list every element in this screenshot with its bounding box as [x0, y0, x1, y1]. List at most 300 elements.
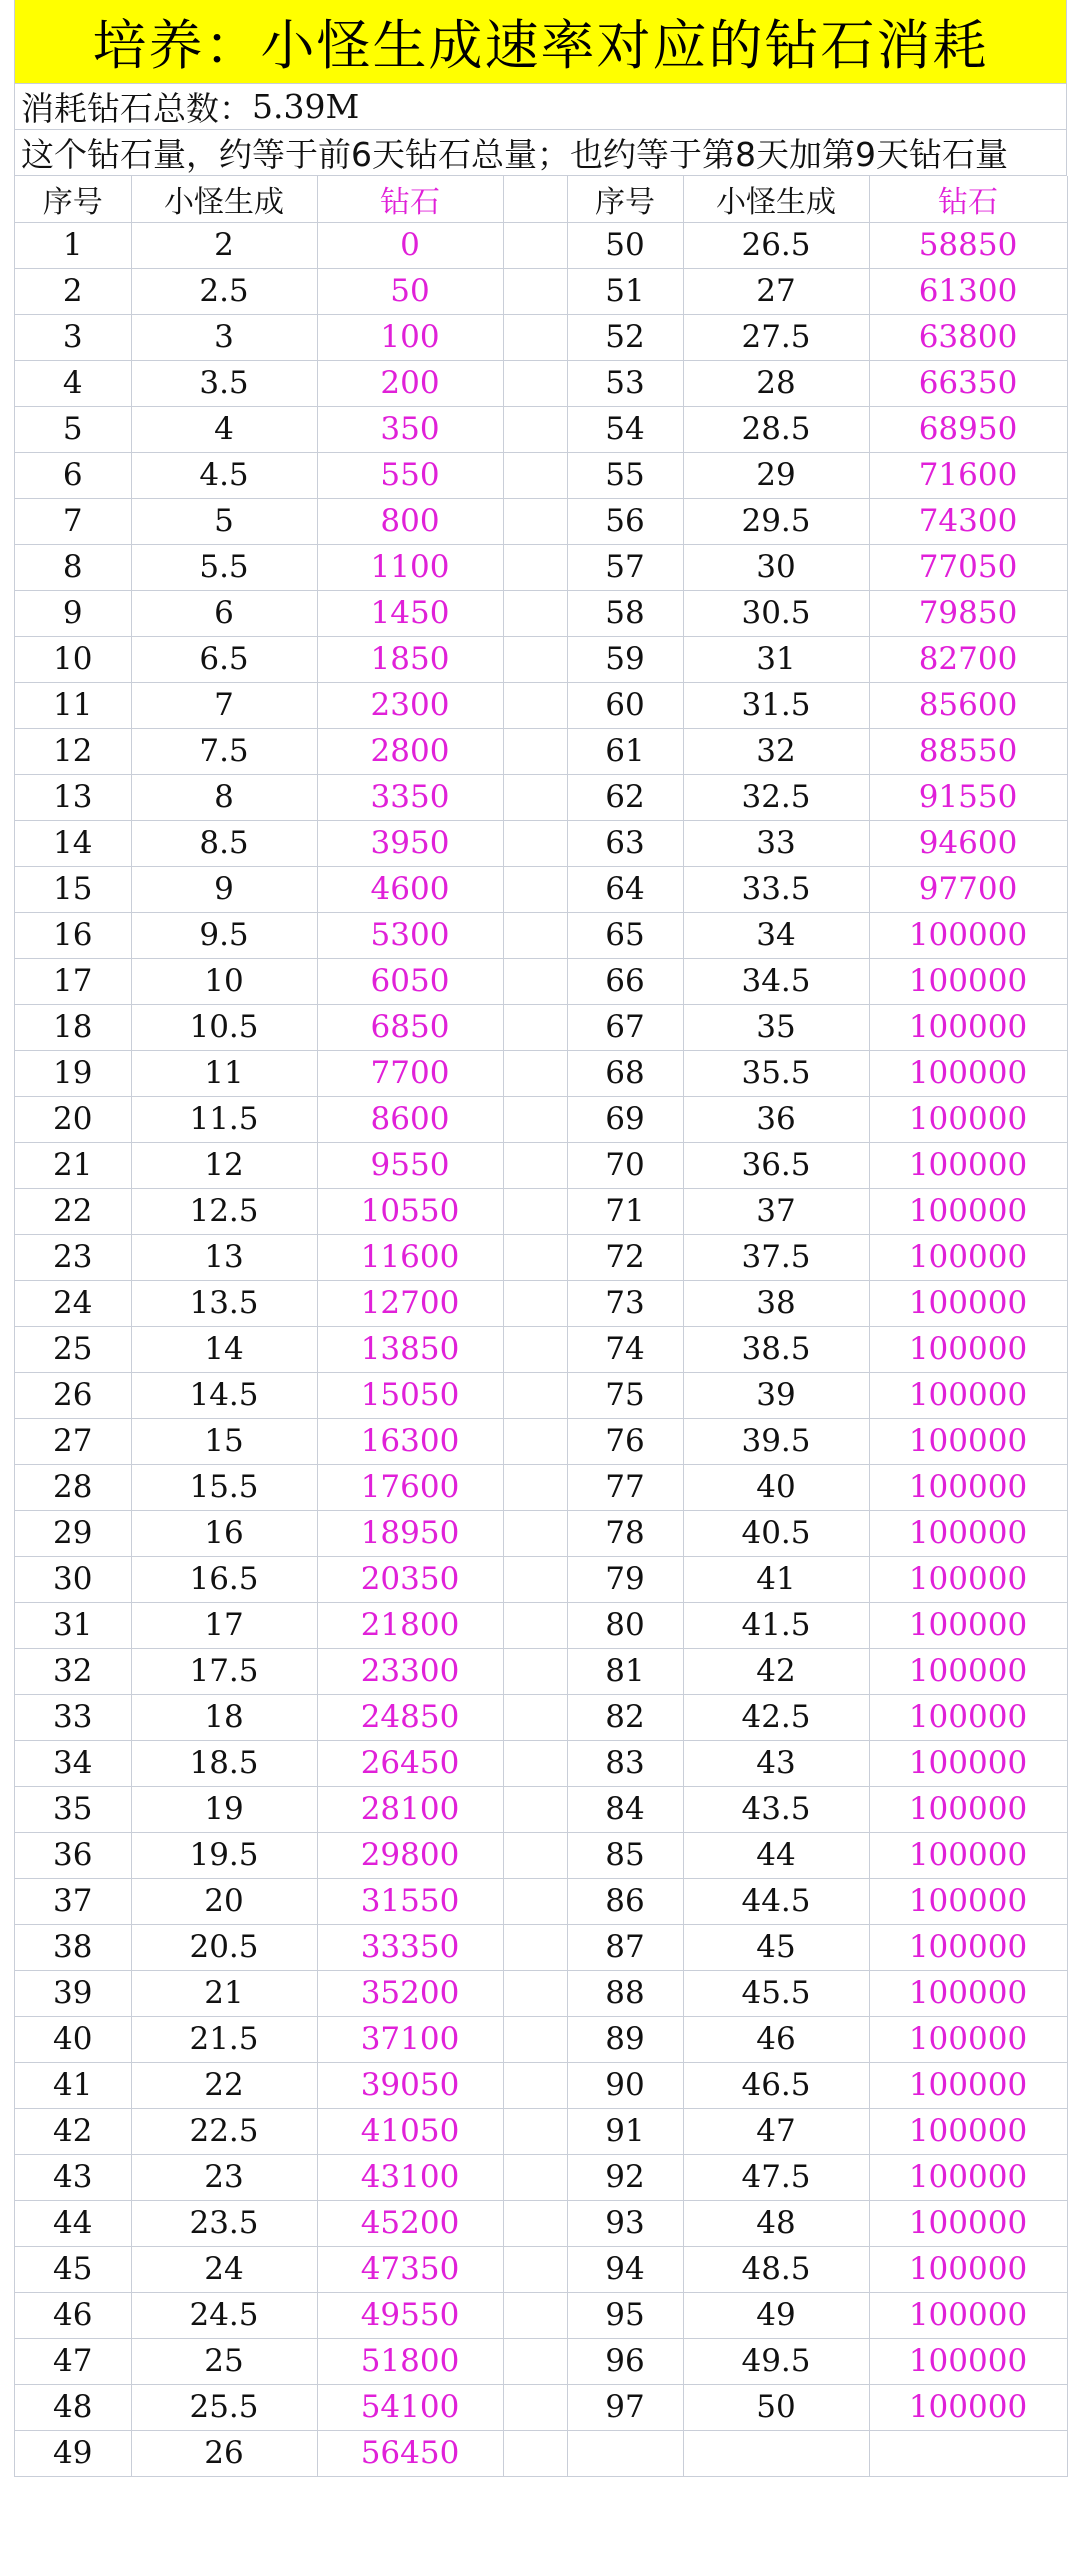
separator-cell [503, 1096, 567, 1142]
cell-diamonds: 5300 [317, 912, 503, 958]
table-row [15, 2384, 1067, 2430]
cell-diamonds: 41050 [317, 2108, 503, 2154]
cell-spawn-rate: 15.5 [131, 1464, 317, 1510]
table-row [15, 1050, 1067, 1096]
cell-diamonds: 100000 [869, 1372, 1067, 1418]
cell-diamonds: 1450 [317, 590, 503, 636]
cell-index: 67 [567, 1004, 683, 1050]
cell-index: 29 [15, 1510, 131, 1556]
cell-diamonds: 79850 [869, 590, 1067, 636]
sheet-title: 培养：小怪生成速率对应的钻石消耗 [15, 0, 1067, 84]
table-row [15, 2246, 1067, 2292]
cell-spawn-rate: 22.5 [131, 2108, 317, 2154]
cell-index: 52 [567, 314, 683, 360]
cell-spawn-rate: 3 [131, 314, 317, 360]
cell-spawn-rate: 39.5 [683, 1418, 869, 1464]
cell-diamonds: 100000 [869, 958, 1067, 1004]
cell-index: 38 [15, 1924, 131, 1970]
table-row [15, 1602, 1067, 1648]
table-row [15, 1924, 1067, 1970]
cell-diamonds: 100000 [869, 1556, 1067, 1602]
cell-diamonds: 8600 [317, 1096, 503, 1142]
cell-index: 28 [15, 1464, 131, 1510]
separator-cell [503, 268, 567, 314]
cell-index: 66 [567, 958, 683, 1004]
cell-diamonds: 82700 [869, 636, 1067, 682]
table-row [15, 314, 1067, 360]
table-row [15, 2200, 1067, 2246]
cell-index: 44 [15, 2200, 131, 2246]
cell-spawn-rate: 4 [131, 406, 317, 452]
cell-index: 61 [567, 728, 683, 774]
cell-index: 89 [567, 2016, 683, 2062]
cell-index: 45 [15, 2246, 131, 2292]
table-row [15, 1832, 1067, 1878]
separator-cell [503, 1142, 567, 1188]
cell-spawn-rate: 39 [683, 1372, 869, 1418]
cell-index: 50 [567, 222, 683, 268]
cell-spawn-rate: 44.5 [683, 1878, 869, 1924]
cell-spawn-rate: 19 [131, 1786, 317, 1832]
cell-spawn-rate: 21 [131, 1970, 317, 2016]
separator-cell [503, 1050, 567, 1096]
cell-diamonds: 50 [317, 268, 503, 314]
cell-spawn-rate: 40.5 [683, 1510, 869, 1556]
cell-spawn-rate: 5.5 [131, 544, 317, 590]
cell-diamonds: 100000 [869, 1694, 1067, 1740]
cell-diamonds: 33350 [317, 1924, 503, 1970]
cell-spawn-rate: 30 [683, 544, 869, 590]
separator-cell [503, 176, 567, 222]
cell-diamonds: 63800 [869, 314, 1067, 360]
cell-index: 86 [567, 1878, 683, 1924]
cell-index: 83 [567, 1740, 683, 1786]
separator-cell [503, 1280, 567, 1326]
cell-index: 81 [567, 1648, 683, 1694]
cell-diamonds: 100000 [869, 1464, 1067, 1510]
cell-diamonds: 3350 [317, 774, 503, 820]
cell-index: 42 [15, 2108, 131, 2154]
cell-index: 55 [567, 452, 683, 498]
cell-diamonds: 26450 [317, 1740, 503, 1786]
cell-index: 41 [15, 2062, 131, 2108]
cell-diamonds: 550 [317, 452, 503, 498]
cell-spawn-rate: 23.5 [131, 2200, 317, 2246]
cell-index: 82 [567, 1694, 683, 1740]
separator-cell [503, 2430, 567, 2476]
cell-index: 10 [15, 636, 131, 682]
spreadsheet [14, 0, 1067, 2477]
cell-spawn-rate: 15 [131, 1418, 317, 1464]
cell-diamonds: 21800 [317, 1602, 503, 1648]
cell-index: 24 [15, 1280, 131, 1326]
cell-diamonds: 17600 [317, 1464, 503, 1510]
cell-diamonds: 88550 [869, 728, 1067, 774]
separator-cell [503, 2246, 567, 2292]
separator-cell [503, 314, 567, 360]
cell-diamonds: 24850 [317, 1694, 503, 1740]
cell-spawn-rate: 32 [683, 728, 869, 774]
cell-index: 90 [567, 2062, 683, 2108]
cell-diamonds: 39050 [317, 2062, 503, 2108]
cell-diamonds: 43100 [317, 2154, 503, 2200]
cell-spawn-rate: 37 [683, 1188, 869, 1234]
table-row [15, 2108, 1067, 2154]
cell-spawn-rate: 13 [131, 1234, 317, 1280]
separator-cell [503, 2016, 567, 2062]
cell-index: 40 [15, 2016, 131, 2062]
cell-spawn-rate: 5 [131, 498, 317, 544]
cell-index: 37 [15, 1878, 131, 1924]
table-row [15, 222, 1067, 268]
cell-spawn-rate: 20.5 [131, 1924, 317, 1970]
cell-diamonds: 20350 [317, 1556, 503, 1602]
cell-spawn-rate: 47.5 [683, 2154, 869, 2200]
cell-diamonds: 74300 [869, 498, 1067, 544]
cell-index: 71 [567, 1188, 683, 1234]
cell-diamonds: 100000 [869, 1924, 1067, 1970]
separator-cell [503, 958, 567, 1004]
header-diamonds: 钻石 [869, 176, 1067, 222]
cell-index: 3 [15, 314, 131, 360]
cell-index: 54 [567, 406, 683, 452]
cell-index: 23 [15, 1234, 131, 1280]
separator-cell [503, 406, 567, 452]
cell-diamonds: 94600 [869, 820, 1067, 866]
separator-cell [503, 2200, 567, 2246]
table-row [15, 1142, 1067, 1188]
cell-index: 93 [567, 2200, 683, 2246]
cell-index: 87 [567, 1924, 683, 1970]
table-row [15, 268, 1067, 314]
separator-cell [503, 1188, 567, 1234]
cell-diamonds: 100000 [869, 912, 1067, 958]
cell-diamonds: 49550 [317, 2292, 503, 2338]
cell-diamonds: 97700 [869, 866, 1067, 912]
cell-index: 35 [15, 1786, 131, 1832]
cell-spawn-rate: 18.5 [131, 1740, 317, 1786]
cell-index: 58 [567, 590, 683, 636]
table-row [15, 360, 1067, 406]
cell-index: 13 [15, 774, 131, 820]
cell-diamonds: 9550 [317, 1142, 503, 1188]
cell-spawn-rate: 50 [683, 2384, 869, 2430]
cell-spawn-rate: 24 [131, 2246, 317, 2292]
table-row [15, 452, 1067, 498]
cell-index: 76 [567, 1418, 683, 1464]
separator-cell [503, 2338, 567, 2384]
cell-diamonds: 100000 [869, 2384, 1067, 2430]
cell-diamonds: 100000 [869, 1234, 1067, 1280]
cell-index: 9 [15, 590, 131, 636]
cell-diamonds: 15050 [317, 1372, 503, 1418]
cell-spawn-rate: 26 [131, 2430, 317, 2476]
cell-spawn-rate: 24.5 [131, 2292, 317, 2338]
cell-spawn-rate: 27 [683, 268, 869, 314]
separator-cell [503, 2384, 567, 2430]
cell-index: 16 [15, 912, 131, 958]
cell-spawn-rate: 27.5 [683, 314, 869, 360]
cell-index: 48 [15, 2384, 131, 2430]
cell-index: 36 [15, 1832, 131, 1878]
cell-index: 6 [15, 452, 131, 498]
header-index: 序号 [15, 176, 131, 222]
cell-spawn-rate: 12 [131, 1142, 317, 1188]
cell-diamonds: 13850 [317, 1326, 503, 1372]
separator-cell [503, 636, 567, 682]
table-row [15, 774, 1067, 820]
cell-diamonds: 3950 [317, 820, 503, 866]
cell-spawn-rate: 40 [683, 1464, 869, 1510]
cell-spawn-rate: 44 [683, 1832, 869, 1878]
cell-diamonds: 12700 [317, 1280, 503, 1326]
cell-spawn-rate: 11 [131, 1050, 317, 1096]
cell-index: 15 [15, 866, 131, 912]
table-row [15, 498, 1067, 544]
cell-index: 11 [15, 682, 131, 728]
cell-index: 69 [567, 1096, 683, 1142]
table-row [15, 820, 1067, 866]
separator-cell [503, 452, 567, 498]
table-row [15, 2338, 1067, 2384]
table-row [15, 728, 1067, 774]
cell-index: 68 [567, 1050, 683, 1096]
table-row [15, 1096, 1067, 1142]
separator-cell [503, 2062, 567, 2108]
cell-spawn-rate: 48.5 [683, 2246, 869, 2292]
cell-diamonds: 77050 [869, 544, 1067, 590]
separator-cell [503, 1786, 567, 1832]
cell-diamonds: 1100 [317, 544, 503, 590]
cell-diamonds: 85600 [869, 682, 1067, 728]
cell-spawn-rate: 32.5 [683, 774, 869, 820]
cell-spawn-rate: 38 [683, 1280, 869, 1326]
cell-index: 59 [567, 636, 683, 682]
cell-diamonds: 100000 [869, 1050, 1067, 1096]
cell-index: 43 [15, 2154, 131, 2200]
cell-spawn-rate: 46 [683, 2016, 869, 2062]
separator-cell [503, 1694, 567, 1740]
cell-diamonds: 68950 [869, 406, 1067, 452]
cell-diamonds: 100000 [869, 2338, 1067, 2384]
cell-index: 57 [567, 544, 683, 590]
cell-spawn-rate: 49 [683, 2292, 869, 2338]
separator-cell [503, 1556, 567, 1602]
header-spawn-rate: 小怪生成 [683, 176, 869, 222]
cell-diamonds: 800 [317, 498, 503, 544]
table-row [15, 590, 1067, 636]
cell-spawn-rate: 2 [131, 222, 317, 268]
cell-diamonds: 0 [317, 222, 503, 268]
cell-index: 60 [567, 682, 683, 728]
table-row [15, 1878, 1067, 1924]
cell-index: 49 [15, 2430, 131, 2476]
header-spawn-rate: 小怪生成 [131, 176, 317, 222]
cell-diamonds: 45200 [317, 2200, 503, 2246]
cell-spawn-rate: 23 [131, 2154, 317, 2200]
table-row [15, 958, 1067, 1004]
cell-index: 95 [567, 2292, 683, 2338]
cell-spawn-rate: 8.5 [131, 820, 317, 866]
separator-cell [503, 544, 567, 590]
table-row [15, 1280, 1067, 1326]
cell-index: 39 [15, 1970, 131, 2016]
table-row [15, 866, 1067, 912]
table-row [15, 1004, 1067, 1050]
cell-spawn-rate: 26.5 [683, 222, 869, 268]
cell-spawn-rate: 14 [131, 1326, 317, 1372]
cell-index: 63 [567, 820, 683, 866]
cell-spawn-rate: 41 [683, 1556, 869, 1602]
cell-index: 96 [567, 2338, 683, 2384]
separator-cell [503, 912, 567, 958]
cell-spawn-rate: 22 [131, 2062, 317, 2108]
cell-diamonds: 58850 [869, 222, 1067, 268]
cell-spawn-rate: 17 [131, 1602, 317, 1648]
cell-diamonds: 100000 [869, 1188, 1067, 1234]
cell-spawn-rate: 45.5 [683, 1970, 869, 2016]
cell-index: 19 [15, 1050, 131, 1096]
total-label: 消耗钻石总数： [21, 89, 252, 128]
cell-diamonds: 37100 [317, 2016, 503, 2062]
cell-index: 30 [15, 1556, 131, 1602]
table-row [15, 1418, 1067, 1464]
cell-spawn-rate: 42 [683, 1648, 869, 1694]
cell-diamonds: 100000 [869, 2200, 1067, 2246]
cell-spawn-rate: 4.5 [131, 452, 317, 498]
cell-index: 78 [567, 1510, 683, 1556]
cell-index: 2 [15, 268, 131, 314]
separator-cell [503, 1372, 567, 1418]
cell-spawn-rate: 7 [131, 682, 317, 728]
table-row [15, 2062, 1067, 2108]
cell-spawn-rate: 31 [683, 636, 869, 682]
cell-index: 77 [567, 1464, 683, 1510]
cell-diamonds: 100000 [869, 1142, 1067, 1188]
separator-cell [503, 2154, 567, 2200]
cell-index: 32 [15, 1648, 131, 1694]
cell-spawn-rate: 48 [683, 2200, 869, 2246]
separator-cell [503, 498, 567, 544]
separator-cell [503, 360, 567, 406]
cell-index: 5 [15, 406, 131, 452]
table-row [15, 1464, 1067, 1510]
cell-spawn-rate: 12.5 [131, 1188, 317, 1234]
cell-index: 51 [567, 268, 683, 314]
table-row [15, 1694, 1067, 1740]
table-row [15, 2154, 1067, 2200]
cell-spawn-rate: 21.5 [131, 2016, 317, 2062]
separator-cell [503, 1924, 567, 1970]
separator-cell [503, 2292, 567, 2338]
cell-index: 46 [15, 2292, 131, 2338]
header-row [15, 176, 1067, 222]
cell-diamonds: 54100 [317, 2384, 503, 2430]
separator-cell [503, 1234, 567, 1280]
separator-cell [503, 682, 567, 728]
cell-index: 26 [15, 1372, 131, 1418]
cell-diamonds: 2800 [317, 728, 503, 774]
cell-spawn-rate: 30.5 [683, 590, 869, 636]
cell-diamonds: 100000 [869, 2016, 1067, 2062]
separator-cell [503, 1740, 567, 1786]
separator-cell [503, 1602, 567, 1648]
table-row [15, 636, 1067, 682]
cell-index: 65 [567, 912, 683, 958]
cell-spawn-rate: 2.5 [131, 268, 317, 314]
cell-index: 20 [15, 1096, 131, 1142]
cell-spawn-rate: 36.5 [683, 1142, 869, 1188]
cell-spawn-rate: 9.5 [131, 912, 317, 958]
table-row [15, 1740, 1067, 1786]
table-row [15, 544, 1067, 590]
cell-diamonds: 66350 [869, 360, 1067, 406]
cell-diamonds: 100000 [869, 1878, 1067, 1924]
cell-spawn-rate: 8 [131, 774, 317, 820]
cell-spawn-rate: 28.5 [683, 406, 869, 452]
cell-diamonds: 100000 [869, 1004, 1067, 1050]
cell-spawn-rate: 49.5 [683, 2338, 869, 2384]
cell-spawn-rate: 9 [131, 866, 317, 912]
cell-spawn-rate: 43.5 [683, 1786, 869, 1832]
cell-diamonds: 6050 [317, 958, 503, 1004]
cell-spawn-rate: 16.5 [131, 1556, 317, 1602]
cell-index: 56 [567, 498, 683, 544]
cell-diamonds: 100 [317, 314, 503, 360]
cell-spawn-rate: 33 [683, 820, 869, 866]
cell-index: 70 [567, 1142, 683, 1188]
table-row [15, 1556, 1067, 1602]
cell-index: 72 [567, 1234, 683, 1280]
cell-index: 97 [567, 2384, 683, 2430]
cell-spawn-rate: 29 [683, 452, 869, 498]
cell-spawn-rate: 37.5 [683, 1234, 869, 1280]
cell-diamonds: 100000 [869, 1970, 1067, 2016]
cell-spawn-rate: 13.5 [131, 1280, 317, 1326]
separator-cell [503, 774, 567, 820]
cell-index: 25 [15, 1326, 131, 1372]
cell-spawn-rate: 7.5 [131, 728, 317, 774]
cell-diamonds: 100000 [869, 1096, 1067, 1142]
header-index: 序号 [567, 176, 683, 222]
separator-cell [503, 1510, 567, 1556]
cell-diamonds: 100000 [869, 1280, 1067, 1326]
cell-spawn-rate: 16 [131, 1510, 317, 1556]
cell-spawn-rate: 45 [683, 1924, 869, 1970]
separator-cell [503, 728, 567, 774]
cell-spawn-rate: 11.5 [131, 1096, 317, 1142]
cell-index: 85 [567, 1832, 683, 1878]
cell-spawn-rate: 46.5 [683, 2062, 869, 2108]
cell-diamonds: 100000 [869, 1418, 1067, 1464]
table-row [15, 912, 1067, 958]
cell-index: 47 [15, 2338, 131, 2384]
table-row [15, 1510, 1067, 1556]
cell-diamonds: 91550 [869, 774, 1067, 820]
cell-spawn-rate: 36 [683, 1096, 869, 1142]
cell-index: 4 [15, 360, 131, 406]
cell-spawn-rate: 35.5 [683, 1050, 869, 1096]
cell-diamonds: 1850 [317, 636, 503, 682]
separator-cell [503, 866, 567, 912]
table-row [15, 1326, 1067, 1372]
cell-diamonds: 100000 [869, 1832, 1067, 1878]
cell-index: 31 [15, 1602, 131, 1648]
cell-spawn-rate: 6 [131, 590, 317, 636]
cell-index: 64 [567, 866, 683, 912]
cell-diamonds: 6850 [317, 1004, 503, 1050]
cell-spawn-rate: 25.5 [131, 2384, 317, 2430]
